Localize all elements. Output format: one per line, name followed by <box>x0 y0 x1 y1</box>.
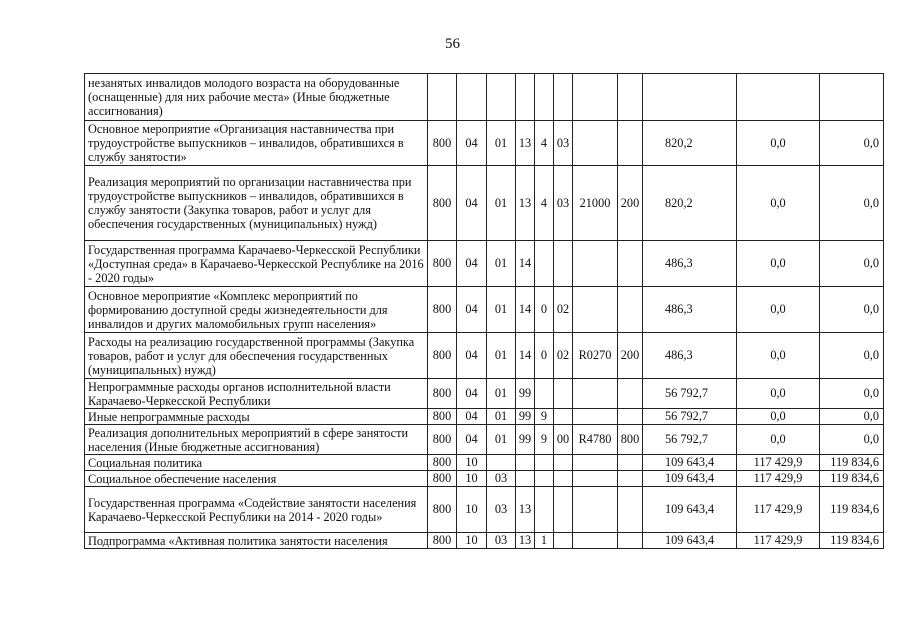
ministry-code: 800 <box>428 241 457 287</box>
sum-2020: 0,0 <box>737 425 820 455</box>
subsection-code: 03 <box>487 471 516 487</box>
activity-code: 00 <box>554 425 573 455</box>
section-code: 04 <box>457 409 487 425</box>
row-name: Подпрограмма «Активная политика занятости населения <box>85 533 428 549</box>
expense-type-code <box>618 241 643 287</box>
ministry-code: 800 <box>428 166 457 241</box>
sum-2020: 0,0 <box>737 121 820 166</box>
subsection-code: 01 <box>487 425 516 455</box>
section-code: 04 <box>457 241 487 287</box>
direction-code <box>573 487 618 533</box>
ministry-code: 800 <box>428 379 457 409</box>
sum-2021: 0,0 <box>820 241 884 287</box>
direction-code <box>573 121 618 166</box>
section-code: 04 <box>457 287 487 333</box>
subprogram-code <box>535 487 554 533</box>
row-name: Иные непрограммные расходы <box>85 409 428 425</box>
row-name: Основное мероприятие «Организация наставничества при трудоустройстве выпускников – инвалидов, обратившихся в службу занятости» <box>85 121 428 166</box>
activity-code <box>554 471 573 487</box>
sum-2021: 0,0 <box>820 409 884 425</box>
section-code: 10 <box>457 455 487 471</box>
table-row <box>85 379 884 409</box>
ministry-code: 800 <box>428 487 457 533</box>
budget-table <box>84 73 884 549</box>
sum-2020 <box>737 74 820 121</box>
table-row <box>85 166 884 241</box>
activity-code: 02 <box>554 333 573 379</box>
subprogram-code <box>535 74 554 121</box>
sum-2019: 109 643,4 <box>643 455 737 471</box>
direction-code: 21000 <box>573 166 618 241</box>
program-code: 13 <box>516 533 535 549</box>
subprogram-code: 4 <box>535 121 554 166</box>
ministry-code: 800 <box>428 333 457 379</box>
section-code: 04 <box>457 379 487 409</box>
sum-2020: 117 429,9 <box>737 455 820 471</box>
subsection-code: 01 <box>487 241 516 287</box>
program-code <box>516 74 535 121</box>
sum-2020: 0,0 <box>737 241 820 287</box>
program-code <box>516 471 535 487</box>
subprogram-code: 1 <box>535 533 554 549</box>
ministry-code: 800 <box>428 409 457 425</box>
row-name: Государственная программа Карачаево-Черкесской Республики «Доступная среда» в Карачаево-Черкесской Республике на 2016 - 2020 годы» <box>85 241 428 287</box>
sum-2020: 0,0 <box>737 379 820 409</box>
table-row <box>85 471 884 487</box>
section-code: 04 <box>457 166 487 241</box>
row-name: Расходы на реализацию государственной программы (Закупка товаров, работ и услуг для обеспечения государственных (муниципальных) нужд) <box>85 333 428 379</box>
subsection-code <box>487 74 516 121</box>
sum-2021: 0,0 <box>820 121 884 166</box>
direction-code <box>573 74 618 121</box>
sum-2021: 119 834,6 <box>820 533 884 549</box>
subprogram-code <box>535 471 554 487</box>
program-code: 13 <box>516 487 535 533</box>
table-row <box>85 487 884 533</box>
program-code: 14 <box>516 333 535 379</box>
sum-2019: 820,2 <box>643 166 737 241</box>
subsection-code: 01 <box>487 333 516 379</box>
sum-2021: 119 834,6 <box>820 471 884 487</box>
ministry-code: 800 <box>428 455 457 471</box>
direction-code <box>573 455 618 471</box>
subsection-code: 03 <box>487 533 516 549</box>
sum-2020: 117 429,9 <box>737 487 820 533</box>
section-code: 04 <box>457 121 487 166</box>
ministry-code: 800 <box>428 121 457 166</box>
direction-code: R4780 <box>573 425 618 455</box>
direction-code <box>573 471 618 487</box>
sum-2019: 109 643,4 <box>643 533 737 549</box>
sum-2019: 56 792,7 <box>643 425 737 455</box>
subprogram-code: 9 <box>535 409 554 425</box>
sum-2019: 56 792,7 <box>643 379 737 409</box>
program-code: 99 <box>516 425 535 455</box>
expense-type-code <box>618 487 643 533</box>
sum-2020: 0,0 <box>737 166 820 241</box>
activity-code <box>554 241 573 287</box>
table-row <box>85 121 884 166</box>
activity-code: 03 <box>554 166 573 241</box>
subsection-code: 03 <box>487 487 516 533</box>
sum-2021: 0,0 <box>820 333 884 379</box>
sum-2019: 486,3 <box>643 287 737 333</box>
expense-type-code <box>618 379 643 409</box>
table-row <box>85 241 884 287</box>
expense-type-code <box>618 533 643 549</box>
ministry-code <box>428 74 457 121</box>
direction-code <box>573 533 618 549</box>
sum-2020: 0,0 <box>737 287 820 333</box>
direction-code <box>573 241 618 287</box>
expense-type-code <box>618 287 643 333</box>
row-name: незанятых инвалидов молодого возраста на оборудованные (оснащенные) для них рабочие места» (Иные бюджетные ассигнования) <box>85 74 428 121</box>
program-code: 14 <box>516 241 535 287</box>
expense-type-code <box>618 409 643 425</box>
direction-code <box>573 287 618 333</box>
subprogram-code <box>535 241 554 287</box>
sum-2021: 0,0 <box>820 379 884 409</box>
section-code: 10 <box>457 487 487 533</box>
row-name: Основное мероприятие «Комплекс мероприятий по формированию доступной среды жизнедеятельности для инвалидов и других маломобильных групп населения» <box>85 287 428 333</box>
subsection-code: 01 <box>487 287 516 333</box>
sum-2021: 0,0 <box>820 425 884 455</box>
sum-2021: 0,0 <box>820 287 884 333</box>
expense-type-code <box>618 471 643 487</box>
subsection-code: 01 <box>487 379 516 409</box>
ministry-code: 800 <box>428 287 457 333</box>
activity-code <box>554 409 573 425</box>
subprogram-code <box>535 455 554 471</box>
subprogram-code <box>535 379 554 409</box>
activity-code <box>554 379 573 409</box>
expense-type-code <box>618 121 643 166</box>
section-code: 10 <box>457 471 487 487</box>
sum-2020: 117 429,9 <box>737 533 820 549</box>
page-number: 56 <box>445 36 460 52</box>
sum-2019: 820,2 <box>643 121 737 166</box>
table-row <box>85 533 884 549</box>
program-code: 99 <box>516 409 535 425</box>
direction-code <box>573 409 618 425</box>
subprogram-code: 0 <box>535 333 554 379</box>
row-name: Непрограммные расходы органов исполнительной власти Карачаево-Черкесской Республики <box>85 379 428 409</box>
sum-2020: 0,0 <box>737 409 820 425</box>
program-code <box>516 455 535 471</box>
activity-code <box>554 533 573 549</box>
table-row <box>85 409 884 425</box>
table-row <box>85 333 884 379</box>
table-row <box>85 425 884 455</box>
row-name: Реализация дополнительных мероприятий в сфере занятости населения (Иные бюджетные ассигнования) <box>85 425 428 455</box>
sum-2019: 109 643,4 <box>643 487 737 533</box>
sum-2021: 119 834,6 <box>820 487 884 533</box>
expense-type-code: 800 <box>618 425 643 455</box>
subsection-code: 01 <box>487 121 516 166</box>
expense-type-code <box>618 74 643 121</box>
sum-2019: 109 643,4 <box>643 471 737 487</box>
row-name: Государственная программа «Содействие занятости населения Карачаево-Черкесской Республики на 2014 - 2020 годы» <box>85 487 428 533</box>
row-name: Социальная политика <box>85 455 428 471</box>
table-row <box>85 455 884 471</box>
subsection-code <box>487 455 516 471</box>
direction-code: R0270 <box>573 333 618 379</box>
sum-2019: 56 792,7 <box>643 409 737 425</box>
program-code: 99 <box>516 379 535 409</box>
expense-type-code <box>618 455 643 471</box>
ministry-code: 800 <box>428 533 457 549</box>
section-code <box>457 74 487 121</box>
table-row <box>85 74 884 121</box>
program-code: 13 <box>516 121 535 166</box>
activity-code <box>554 455 573 471</box>
section-code: 04 <box>457 333 487 379</box>
program-code: 13 <box>516 166 535 241</box>
subprogram-code: 0 <box>535 287 554 333</box>
direction-code <box>573 379 618 409</box>
sum-2021: 119 834,6 <box>820 455 884 471</box>
activity-code: 03 <box>554 121 573 166</box>
row-name: Социальное обеспечение населения <box>85 471 428 487</box>
sum-2021: 0,0 <box>820 166 884 241</box>
activity-code <box>554 74 573 121</box>
subprogram-code: 9 <box>535 425 554 455</box>
expense-type-code: 200 <box>618 166 643 241</box>
sum-2020: 0,0 <box>737 333 820 379</box>
ministry-code: 800 <box>428 425 457 455</box>
sum-2021 <box>820 74 884 121</box>
sum-2020: 117 429,9 <box>737 471 820 487</box>
expense-type-code: 200 <box>618 333 643 379</box>
row-name: Реализация мероприятий по организации наставничества при трудоустройстве выпускников – инвалидов, обратившихся в службу занятости (Закупка товаров, работ и услуг для обеспечения государственных (муниципальных) нужд) <box>85 166 428 241</box>
subsection-code: 01 <box>487 166 516 241</box>
program-code: 14 <box>516 287 535 333</box>
activity-code: 02 <box>554 287 573 333</box>
table-row <box>85 287 884 333</box>
section-code: 04 <box>457 425 487 455</box>
section-code: 10 <box>457 533 487 549</box>
ministry-code: 800 <box>428 471 457 487</box>
sum-2019: 486,3 <box>643 333 737 379</box>
subsection-code: 01 <box>487 409 516 425</box>
subprogram-code: 4 <box>535 166 554 241</box>
sum-2019 <box>643 74 737 121</box>
activity-code <box>554 487 573 533</box>
sum-2019: 486,3 <box>643 241 737 287</box>
